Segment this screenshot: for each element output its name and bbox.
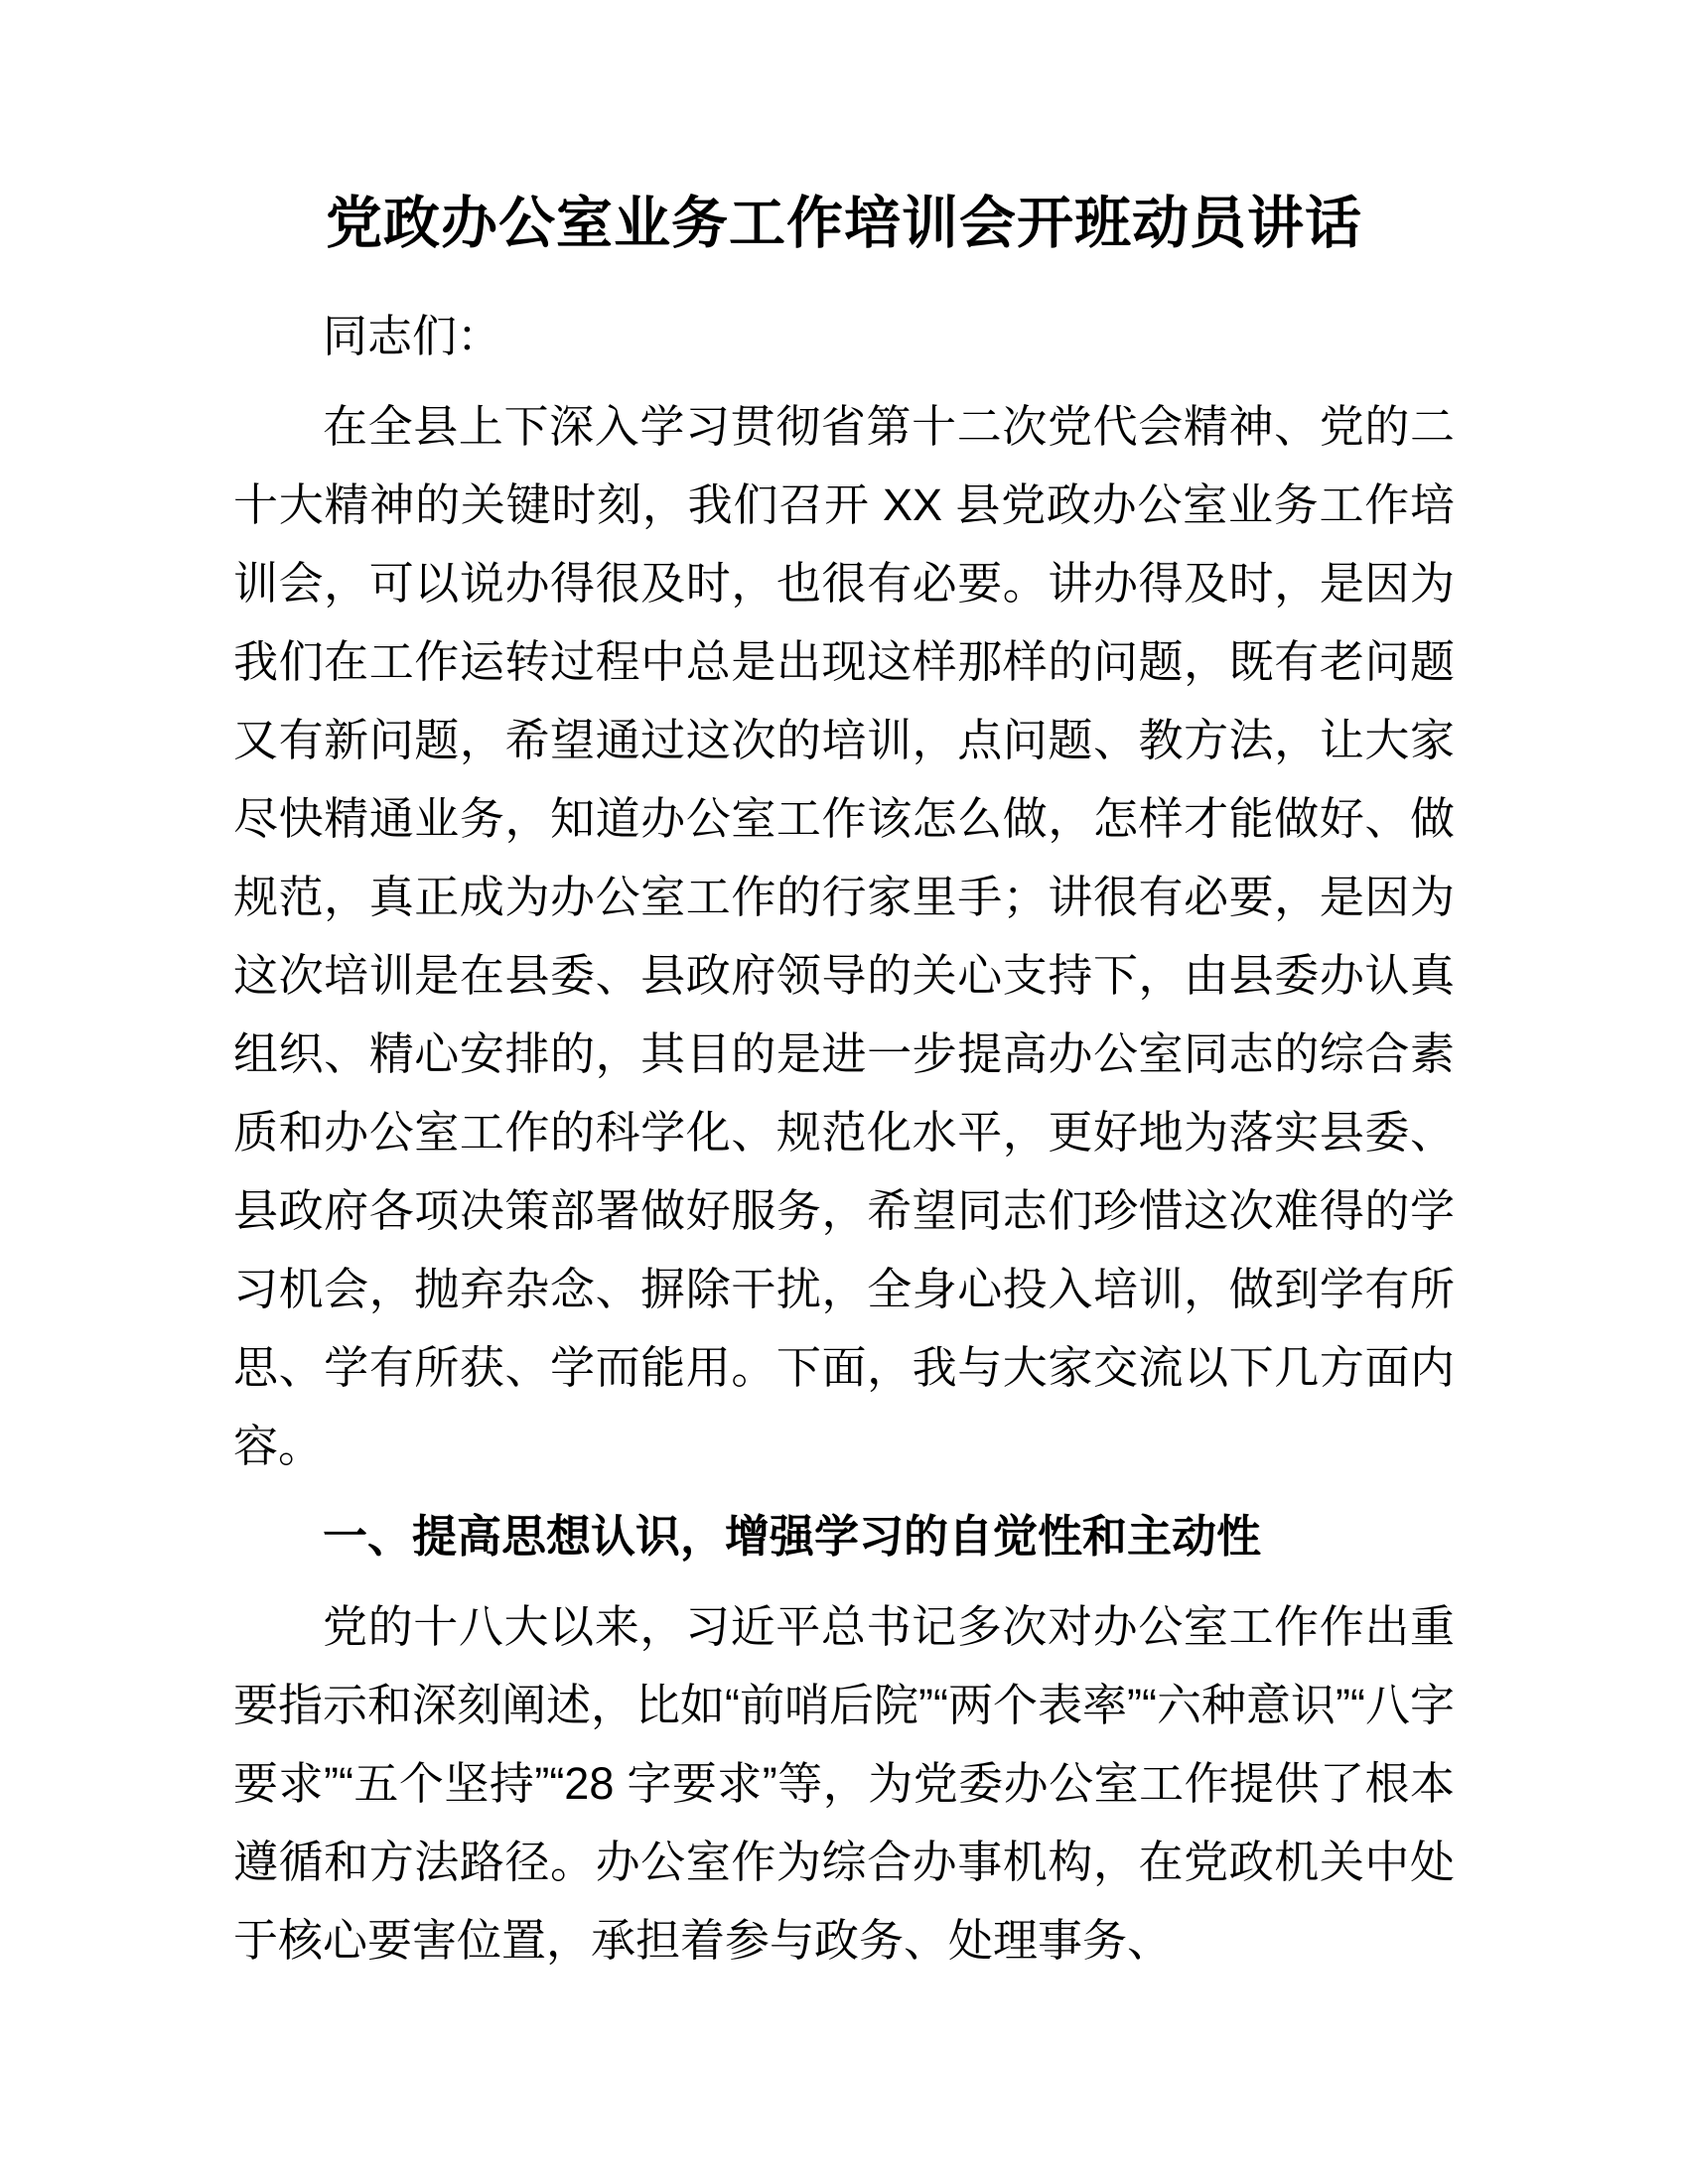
section-1-heading: 一、提高思想认识，增强学习的自觉性和主动性 xyxy=(323,1511,1262,1562)
paragraph-2: 党的十八大以来，习近平总书记多次对办公室工作作出重要指示和深刻阐述，比如“前哨后院”“两个表率”“六种意识”“八字要求”“五个坚持”“28 字要求”等，为党委办公室工作提供了根本遵循和方法路径。办公室作为综合办事机构，在党政机关中处于核心要害位置，承担着参与政务、处理事务、 xyxy=(233,1601,1455,1966)
paragraph-1: 在全县上下深入学习贯彻省第十二次党代会精神、党的二十大精神的关键时刻，我们召开 XX 县党政办公室业务工作培训会，可以说办得很及时，也很有必要。讲办得及时，是因为我们在工作运转过程中总是出现这样那样的问题，既有老问题又有新问题，希望通过这次的培训，点问题、教方法，让大家尽快精通业务，知道办公室工作该怎么做，怎样才能做好、做规范，真正成为办公室工作的行家里手；讲很有必要，是因为这次培训是在县委、县政府领导的关心支持下，由县委办认真组织、精心安排的，其目的是进一步提高办公室同志的综合素质和办公室工作的科学化、规范化水平，更好地为落实县委、县政府各项决策部署做好服务，希望同志们珍惜这次难得的学习机会，抛弃杂念、摒除干扰，全身心投入培训，做到学有所思、学有所获、学而能用。下面，我与大家交流以下几方面内容。 xyxy=(233,401,1455,1471)
document-title: 党政办公室业务工作培训会开班动员讲话 xyxy=(326,192,1362,255)
salutation: 同志们： xyxy=(323,311,502,361)
